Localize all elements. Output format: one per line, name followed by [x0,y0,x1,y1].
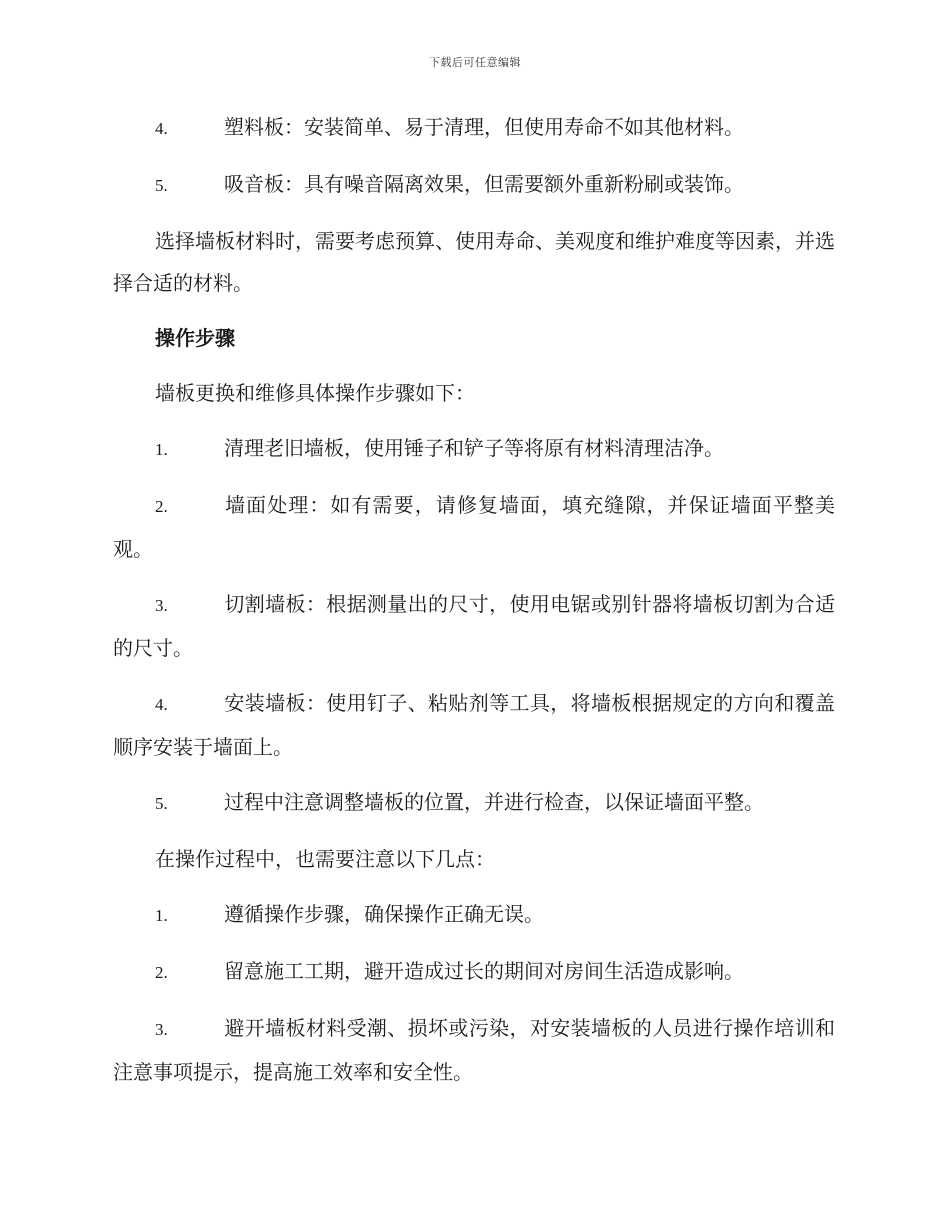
list-text: 吸音板：具有噪音隔离效果，但需要额外重新粉刷或装饰。 [224,172,744,196]
list-item-plastic-board [113,106,835,150]
list-text: 切割墙板：根据测量出的尺寸，使用电锯或别针器将墙板切割为合适的尺寸。 [113,592,835,660]
list-text: 清理老旧墙板，使用锤子和铲子等将原有材料清理洁净。 [224,436,724,460]
list-text: 避开墙板材料受潮、损坏或污染，对安装墙板的人员进行操作培训和注意事项提示，提高施工效率和安全性。 [113,1016,835,1084]
list-number: 3. [155,1020,168,1039]
list-number: 2. [155,497,168,516]
section-heading-steps: 操作步骤 [155,326,235,350]
paragraph-steps-intro: 墙板更换和维修具体操作步骤如下： [155,381,475,405]
list-number: 4. [155,695,168,714]
document-body [113,106,835,1106]
list-text: 塑料板：安装简单、易于清理，但使用寿命不如其他材料。 [224,115,744,139]
list-text: 留意施工工期，避开造成过长的期间对房间生活造成影响。 [224,959,744,983]
list-number: 1. [155,906,168,925]
list-text: 过程中注意调整墙板的位置，并进行检查，以保证墙面平整。 [224,790,764,814]
paragraph-material-selection: 选择墙板材料时，需要考虑预算、使用寿命、美观度和维护难度等因素，并选择合适的材料。 [113,229,835,295]
list-item-step-3 [113,583,835,669]
list-number: 5. [155,794,168,813]
list-number: 2. [155,963,168,982]
list-text: 遵循操作步骤，确保操作正确无误。 [224,902,544,926]
list-number: 1. [155,440,168,459]
list-item-step-2 [113,484,835,570]
list-text: 安装墙板：使用钉子、粘贴剂等工具，将墙板根据规定的方向和覆盖顺序安装于墙面上。 [113,691,835,759]
list-item-step-4 [113,682,835,768]
page-header: 下载后可任意编辑 [429,56,521,69]
list-item-acoustic-board [113,163,835,207]
list-item-note-3 [113,1007,835,1093]
list-item-note-2 [113,950,835,994]
paragraph-notes-intro: 在操作过程中，也需要注意以下几点： [155,847,495,871]
list-item-note-1 [113,893,835,937]
list-text: 墙面处理：如有需要，请修复墙面，填充缝隙，并保证墙面平整美观。 [113,493,835,561]
list-number: 3. [155,596,168,615]
list-number: 5. [155,176,168,195]
list-number: 4. [155,119,168,138]
list-item-step-5 [113,781,835,825]
list-item-step-1 [113,427,835,471]
